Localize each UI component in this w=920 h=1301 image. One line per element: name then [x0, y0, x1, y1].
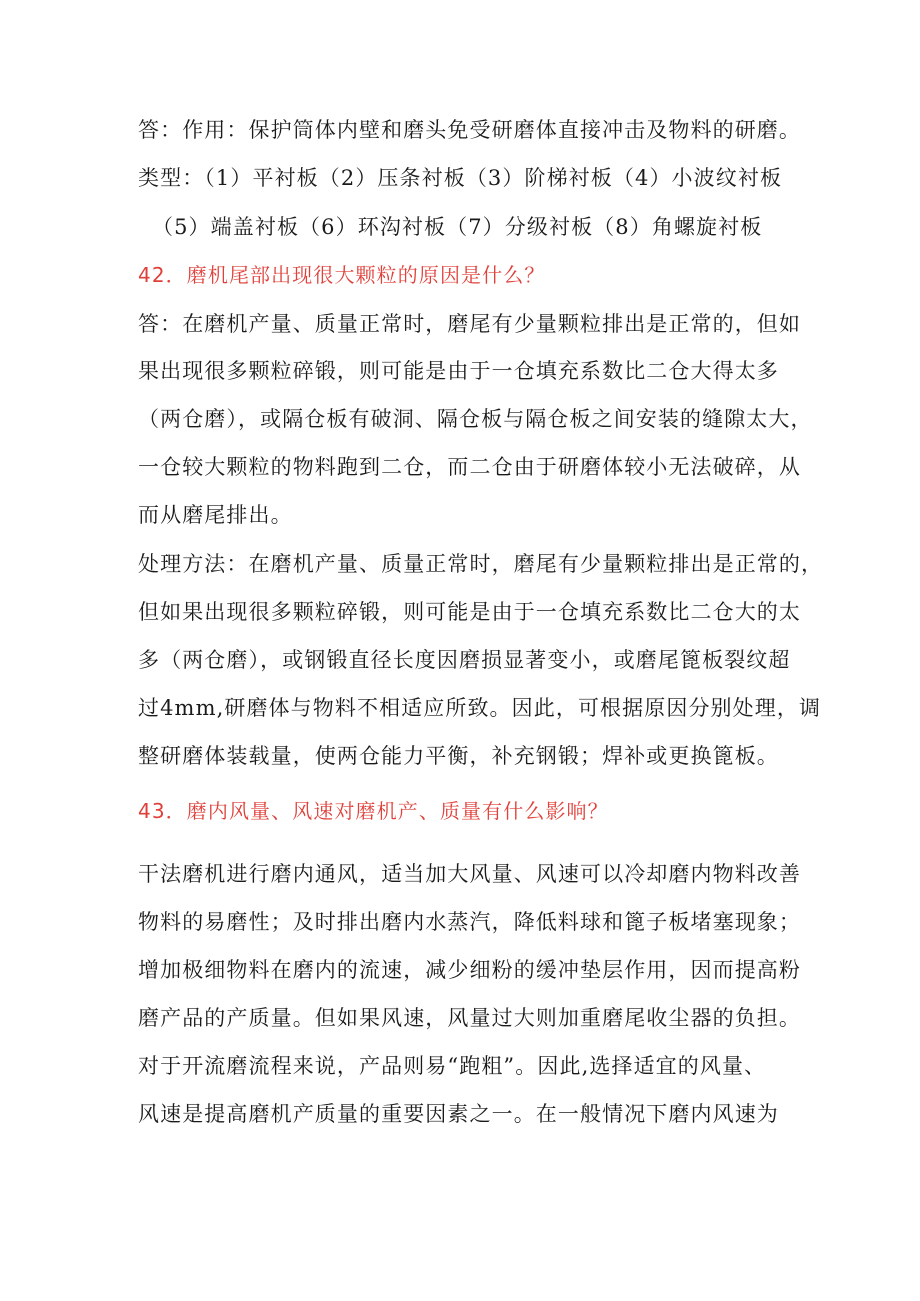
answer-43-line-3: 增加极细物料在磨内的流速，减少细粉的缓冲垫层作用，因而提高粉 [138, 958, 801, 982]
handling-method-line-4: 过4mm,研磨体与物料不相适应所致。因此，可根据原因分别处理，调 [138, 696, 822, 720]
question-42-heading: 42．磨机尾部出现很大颗粒的原因是什么？ [138, 263, 546, 287]
answer-42-line-3: （两仓磨），或隔仓板有破洞、隔仓板与隔仓板之间安装的缝隙太大， [138, 407, 813, 431]
answer-43-line-6: 风速是提高磨机产质量的重要因素之一。在一般情况下磨内风速为 [138, 1102, 779, 1126]
handling-method-line-5: 整研磨体装载量，使两仓能力平衡，补充钢锻；焊补或更换篦板。 [138, 744, 779, 768]
answer-41-types-line-1: 类型：（1）平衬板（2）压条衬板（3）阶梯衬板（4）小波纹衬板 [138, 166, 783, 190]
answer-43-line-4: 磨产品的产质量。但如果风速，风量过大则加重磨尾收尘器的负担。 [138, 1006, 801, 1030]
handling-method-line-3: 多（两仓磨），或钢锻直径长度因磨损显著变小，或磨尾篦板裂纹超 [138, 648, 791, 672]
answer-42-line-4: 一仓较大颗粒的物料跑到二仓，而二仓由于研磨体较小无法破碎，从 [138, 455, 801, 479]
answer-42-line-5: 而从磨尾排出。 [138, 503, 293, 527]
handling-method-line-2: 但如果出现很多颗粒碎锻，则可能是由于一仓填充系数比二仓大的太 [138, 600, 801, 624]
handling-method-line-1: 处理方法：在磨机产量、质量正常时，磨尾有少量颗粒排出是正常的， [138, 552, 824, 576]
answer-41-function: 答：作用：保护筒体内壁和磨头免受研磨体直接冲击及物料的研磨。 [138, 118, 801, 142]
answer-43-line-2: 物料的易磨性；及时排出磨内水蒸汽，降低料球和篦子板堵塞现象； [138, 910, 801, 934]
answer-42-line-2: 果出现很多颗粒碎锻，则可能是由于一仓填充系数比二仓大得太多 [138, 359, 779, 383]
answer-43-line-1: 干法磨机进行磨内通风，适当加大风量、风速可以冷却磨内物料改善 [138, 862, 801, 886]
answer-42-line-1: 答：在磨机产量、质量正常时，磨尾有少量颗粒排出是正常的，但如 [138, 312, 801, 336]
answer-43-line-5: 对于开流磨流程来说，产品则易“跑粗”。因此,选择适宜的风量、 [138, 1054, 767, 1078]
answer-41-types-line-2: （5）端盖衬板（6）环沟衬板（7）分级衬板（8）角螺旋衬板 [152, 215, 763, 239]
question-43-heading: 43．磨内风量、风速对磨机产、质量有什么影响？ [138, 799, 609, 823]
